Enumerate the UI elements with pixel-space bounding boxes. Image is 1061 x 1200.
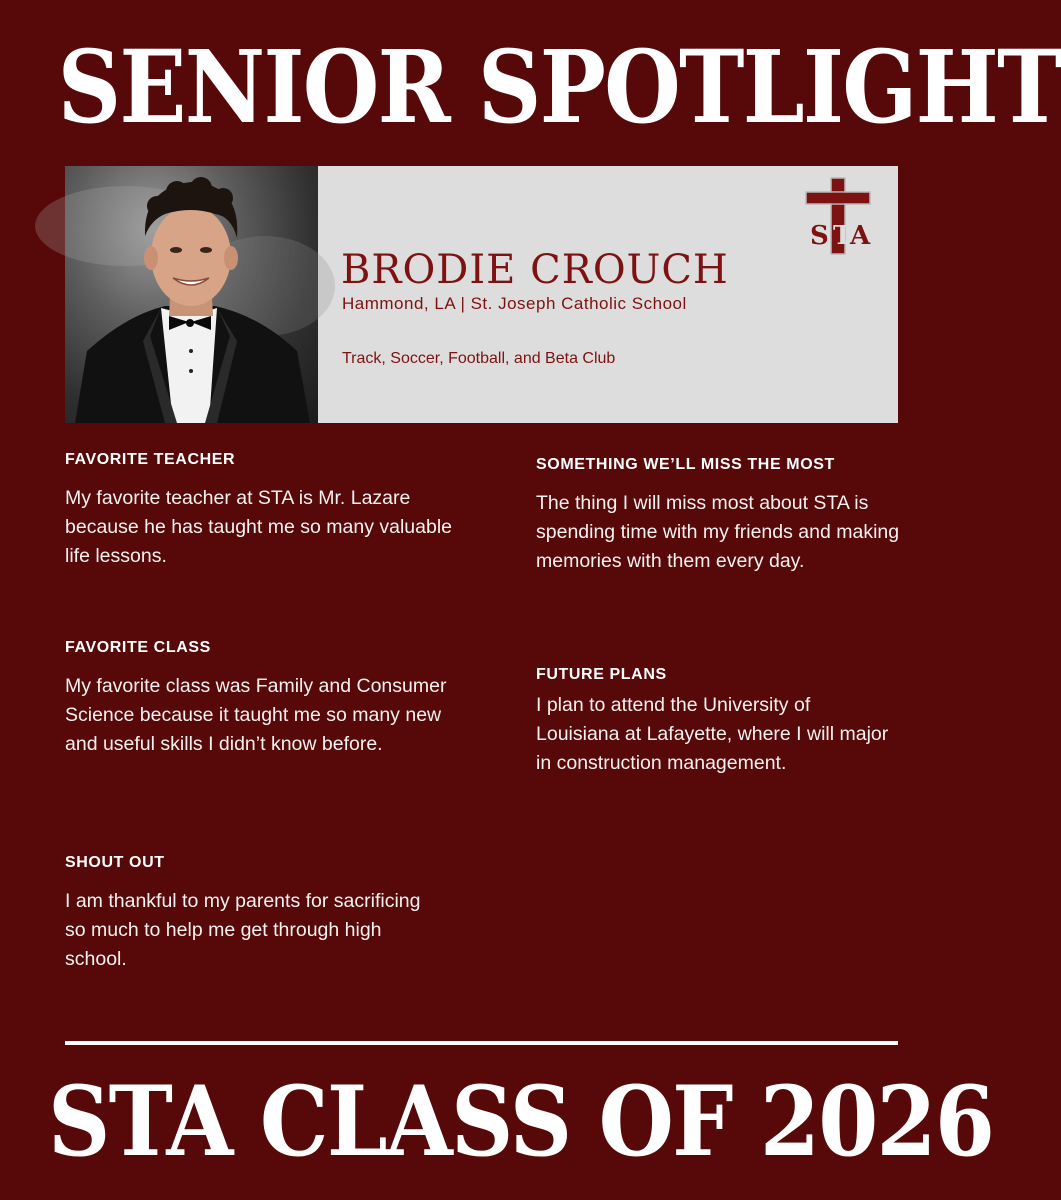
svg-text:S: S [810, 221, 829, 251]
profile-card [65, 166, 898, 423]
favorite-class-heading: FAVORITE CLASS [65, 639, 211, 656]
favorite-teacher-text: My favorite teacher at STA is Mr. Lazare because he has taught me so many valuable life lessons. [65, 487, 453, 567]
miss-most-section [536, 455, 916, 576]
favorite-teacher-heading: FAVORITE TEACHER [65, 451, 236, 468]
shout-out-section [65, 853, 425, 974]
miss-most-heading: SOMETHING WE’LL MISS THE MOST [536, 456, 835, 473]
future-plans-text: I plan to attend the University of Louisiana at Lafayette, where I will major in construction management. [536, 694, 889, 774]
profile-info [318, 166, 898, 423]
future-plans-heading: FUTURE PLANS [536, 666, 667, 683]
favorite-class-section [65, 638, 465, 759]
page-title: SENIOR SPOTLIGHT [57, 28, 1061, 146]
shout-out-text: I am thankful to my parents for sacrificing so much to help me get through high school. [65, 890, 421, 970]
student-hometown: Hammond, LA | St. Joseph Catholic School [342, 294, 687, 313]
footer-title: STA CLASS OF 2026 [48, 1065, 994, 1178]
favorite-class-text: My favorite class was Family and Consumer Science because it taught me so many new and useful skills I didn’t know before. [65, 675, 447, 755]
svg-text:A: A [850, 221, 871, 251]
miss-most-text: The thing I will miss most about STA is spending time with my friends and making memories with them every day. [536, 492, 900, 572]
footer-divider [65, 1041, 898, 1045]
student-name: BRODIE CROUCH [341, 247, 729, 293]
student-photo [65, 166, 318, 423]
future-plans-section [536, 665, 896, 778]
student-activities: Track, Soccer, Football, and Beta Club [342, 350, 616, 367]
sta-logo [800, 178, 876, 254]
shout-out-heading: SHOUT OUT [65, 854, 165, 871]
favorite-teacher-section [65, 450, 465, 571]
svg-text:T: T [833, 221, 853, 251]
